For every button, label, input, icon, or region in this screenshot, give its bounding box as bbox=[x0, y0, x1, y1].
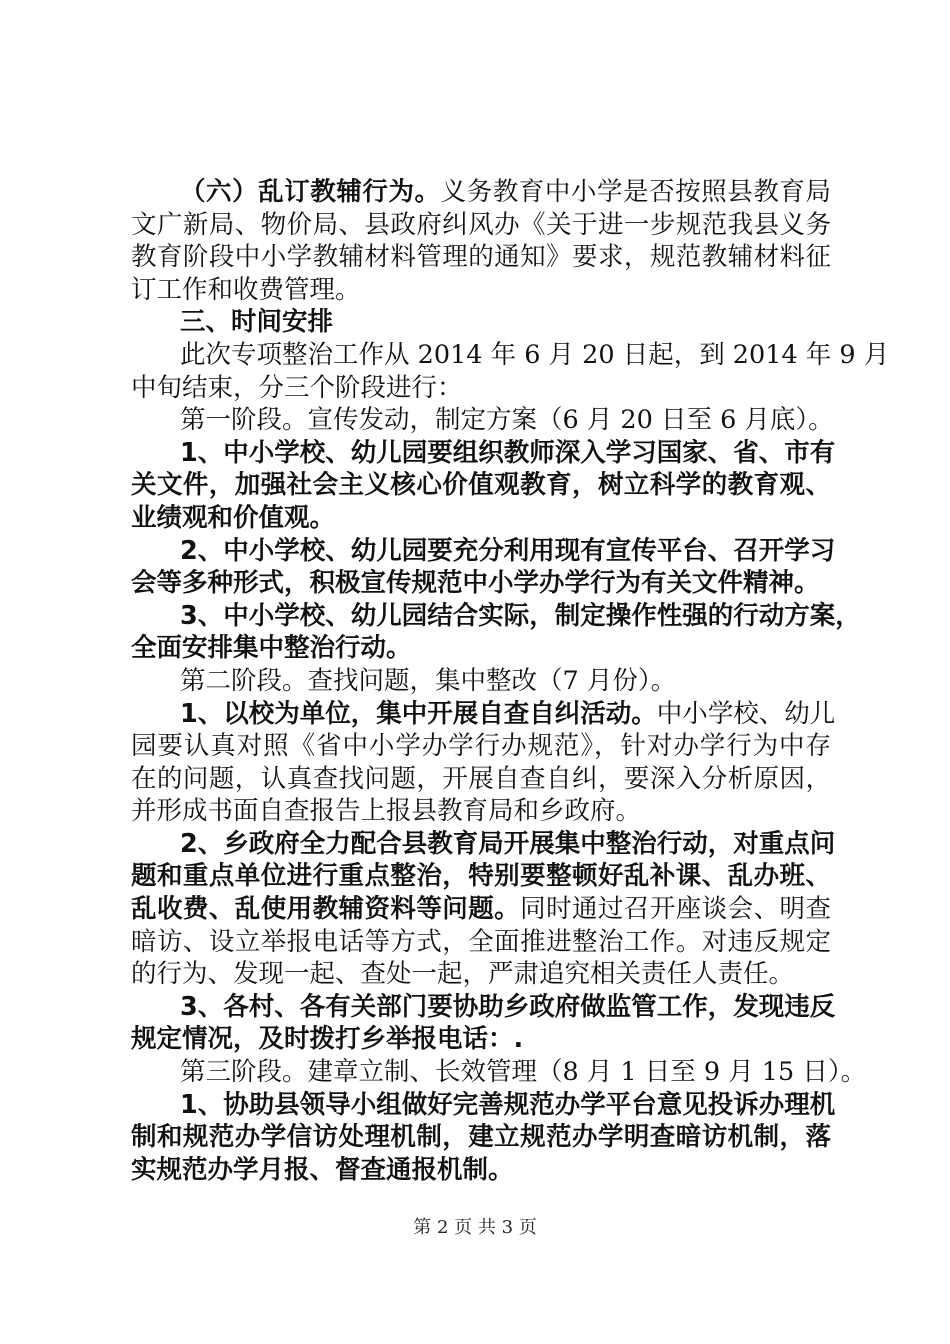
regular-text: 第三阶段。建章立制、长效管理（8 月 1 日至 9 月 15 日）。 bbox=[180, 1057, 867, 1088]
bold-text: 3、各村、各有关部门要协助乡政府做监管工作，发现违反 bbox=[180, 991, 836, 1022]
text-line bbox=[131, 567, 831, 600]
paragraph bbox=[131, 600, 861, 665]
text-line bbox=[131, 274, 831, 307]
regular-text: 义务教育中小学是否按照县教育局 bbox=[440, 177, 831, 207]
text-line bbox=[131, 339, 890, 372]
text-line bbox=[131, 600, 861, 633]
regular-text: 中旬结束，分三个阶段进行： bbox=[131, 372, 463, 403]
bold-text: 1、协助县领导小组做好完善规范办学平台意见投诉办理机 bbox=[180, 1089, 836, 1120]
paragraph bbox=[131, 828, 836, 991]
page-footer: 第 2 页 共 3 页 bbox=[413, 1217, 537, 1238]
paragraph bbox=[131, 339, 890, 404]
regular-text: 订工作和收费管理。 bbox=[131, 274, 361, 305]
text-line bbox=[131, 730, 831, 763]
text-line bbox=[131, 665, 831, 698]
regular-text: 同时通过召开座谈会、明查 bbox=[520, 894, 831, 925]
bold-text: 规定情况，及时拨打乡举报电话：. bbox=[131, 1024, 524, 1055]
bold-text: 实规范办学月报、督查通报机制。 bbox=[131, 1154, 514, 1185]
bold-text: 题和重点单位进行重点整治，特别要整顿好乱补课、乱办班、 bbox=[131, 861, 831, 892]
regular-text: 教育阶段中小学教辅材料管理的通知》要求，规范教辅材料征 bbox=[131, 242, 831, 273]
regular-text: 此次专项整治工作从 2014 年 6 月 20 日起，到 2014 年 9 月 bbox=[180, 339, 890, 370]
text-line bbox=[131, 828, 836, 861]
text-line bbox=[131, 632, 831, 665]
text-line bbox=[131, 176, 831, 209]
text-line bbox=[131, 372, 831, 405]
text-line bbox=[131, 926, 831, 959]
text-line bbox=[131, 1056, 867, 1089]
paragraph bbox=[131, 991, 836, 1056]
text-line bbox=[131, 860, 831, 893]
paragraph bbox=[131, 1056, 867, 1089]
bold-text: 全面安排集中整治行动。 bbox=[131, 633, 412, 664]
bold-text: 乱收费、乱使用教辅资料等问题。 bbox=[131, 894, 521, 925]
text-line bbox=[131, 437, 836, 470]
text-line bbox=[131, 241, 831, 274]
text-line bbox=[131, 958, 831, 991]
regular-text: 园要认真对照《省中小学办学行办规范》，针对办学行为中存 bbox=[131, 731, 831, 762]
paragraph bbox=[131, 306, 831, 339]
regular-text: 在的问题，认真查找问题，开展自查自纠，要深入分析原因， bbox=[131, 763, 831, 794]
text-line bbox=[131, 502, 831, 535]
text-line bbox=[131, 1023, 831, 1056]
text-line bbox=[131, 535, 836, 568]
paragraph bbox=[131, 698, 836, 828]
regular-text: 文广新局、物价局、县政府纠风办《关于进一步规范我县义务 bbox=[131, 209, 831, 240]
regular-text: 并形成书面自查报告上报县教育局和乡政府。 bbox=[131, 796, 642, 827]
bold-text: 2、中小学校、幼儿园要充分利用现有宣传平台、召开学习 bbox=[180, 535, 836, 566]
regular-text: 暗访、设立举报电话等方式，全面推进整治工作。对违反规定 bbox=[131, 926, 831, 957]
text-line bbox=[131, 1089, 836, 1122]
bold-text: （六）乱订教辅行为。 bbox=[180, 177, 441, 207]
regular-text: 的行为、发现一起、查处一起，严肃追究相关责任人责任。 bbox=[131, 959, 795, 990]
regular-text: 第二阶段。查找问题，集中整改（7 月份）。 bbox=[180, 665, 677, 696]
paragraph bbox=[131, 1089, 836, 1187]
paragraph bbox=[131, 437, 836, 535]
text-line bbox=[131, 698, 836, 731]
document-body bbox=[131, 176, 890, 1186]
regular-text: 第一阶段。宣传发动，制定方案（6 月 20 日至 6 月底）。 bbox=[180, 405, 834, 436]
text-line bbox=[131, 469, 831, 502]
text-line bbox=[131, 404, 834, 437]
paragraph bbox=[131, 404, 834, 437]
bold-text: 三、时间安排 bbox=[180, 307, 334, 338]
bold-text: 业绩观和价值观。 bbox=[131, 502, 336, 533]
regular-text: 中小学校、幼儿 bbox=[656, 698, 836, 729]
bold-text: 1、中小学校、幼儿园要组织教师深入学习国家、省、市有 bbox=[180, 437, 836, 468]
paragraph bbox=[131, 665, 831, 698]
text-line bbox=[131, 1154, 831, 1187]
text-line bbox=[131, 763, 831, 796]
text-line bbox=[131, 209, 831, 242]
text-line bbox=[131, 991, 836, 1024]
text-line bbox=[131, 1121, 831, 1154]
paragraph bbox=[131, 535, 836, 600]
bold-text: 3、中小学校、幼儿园结合实际，制定操作性强的行动方案， bbox=[180, 600, 861, 631]
bold-text: 2、乡政府全力配合县教育局开展集中整治行动，对重点问 bbox=[180, 828, 836, 859]
bold-text: 关文件，加强社会主义核心价值观教育，树立科学的教育观、 bbox=[131, 470, 831, 501]
text-line bbox=[131, 893, 831, 926]
bold-text: 会等多种形式，积极宣传规范中小学办学行为有关文件精神。 bbox=[131, 568, 820, 599]
bold-text: 1、以校为单位，集中开展自查自纠活动。 bbox=[180, 698, 657, 729]
text-line bbox=[131, 795, 831, 828]
bold-text: 制和规范办学信访处理机制，建立规范办学明查暗访机制，落 bbox=[131, 1122, 831, 1153]
text-line bbox=[131, 306, 831, 339]
paragraph bbox=[131, 176, 831, 306]
